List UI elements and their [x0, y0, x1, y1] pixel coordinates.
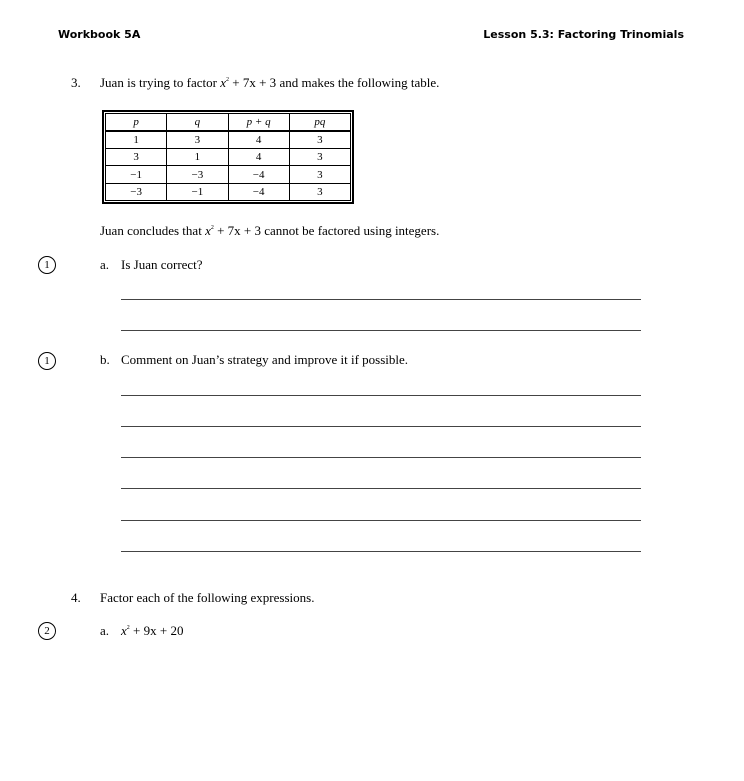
table-cell: −3	[167, 166, 228, 183]
question-3a-text: Is Juan correct?	[121, 257, 203, 272]
table-row	[106, 183, 351, 200]
table-header-sum: p + q	[228, 114, 289, 132]
expression-var: x	[121, 623, 127, 638]
table-cell: 4	[228, 149, 289, 166]
table-cell: −1	[167, 183, 228, 200]
table-cell: 3	[106, 149, 167, 166]
lesson-title: Lesson 5.3: Factoring Trinomials	[483, 28, 684, 41]
question-3a-label: a.	[100, 257, 110, 272]
expression-var: x	[205, 223, 211, 238]
answer-line-3b-2[interactable]	[121, 426, 641, 427]
conclusion-suffix: cannot be factored using integers.	[261, 223, 440, 238]
expression-rest: + 9x + 20	[129, 623, 184, 638]
answer-line-3b-4[interactable]	[121, 488, 641, 489]
answer-line-3a-1[interactable]	[121, 299, 641, 300]
marks-circle-3a: 1	[38, 256, 56, 274]
question-4-text: Factor each of the following expressions.	[100, 590, 315, 605]
table-row	[106, 166, 351, 183]
table-header-row	[106, 114, 351, 132]
expression-rest: + 7x + 3	[229, 75, 277, 90]
table-cell: −4	[228, 166, 289, 183]
table-header-q: q	[167, 114, 228, 132]
question-3-conclusion	[100, 223, 439, 239]
table-cell: 4	[228, 131, 289, 149]
question-4-number: 4.	[71, 590, 81, 605]
question-3-intro	[100, 75, 439, 91]
table-cell: 3	[289, 149, 350, 166]
table-header-product: pq	[289, 114, 350, 132]
table-row	[106, 149, 351, 166]
answer-line-3b-3[interactable]	[121, 457, 641, 458]
table-cell: 1	[167, 149, 228, 166]
question-4a-label: a.	[100, 623, 110, 638]
conclusion-prefix: Juan concludes that	[100, 223, 206, 238]
question-3-intro-suffix: and makes the following table.	[276, 75, 440, 90]
expression-var: x	[220, 75, 227, 90]
factor-table	[102, 110, 354, 204]
table-cell: 3	[289, 166, 350, 183]
marks-circle-3b: 1	[38, 352, 56, 370]
expression-rest: + 7x + 3	[213, 223, 262, 238]
answer-line-3a-2[interactable]	[121, 330, 641, 331]
table-cell: 3	[289, 183, 350, 200]
question-3b-label: b.	[100, 352, 110, 367]
expression-exponent: 2	[210, 225, 214, 231]
table-cell: −1	[106, 166, 167, 183]
table-cell: 3	[289, 131, 350, 149]
table-cell: 3	[167, 131, 228, 149]
table-header-p: p	[106, 114, 167, 132]
table-row	[106, 131, 351, 149]
question-3b-text: Comment on Juan’s strategy and improve it if possible.	[121, 352, 409, 367]
marks-circle-4a: 2	[38, 622, 56, 640]
answer-line-3b-5[interactable]	[121, 520, 641, 521]
answer-line-3b-1[interactable]	[121, 395, 641, 396]
question-3-number: 3.	[71, 75, 81, 90]
answer-line-3b-6[interactable]	[121, 551, 641, 552]
question-3-intro-prefix: Juan is trying to factor	[100, 75, 221, 90]
table-cell: 1	[106, 131, 167, 149]
expression-exponent: 2	[226, 77, 230, 83]
question-4a-expression	[121, 623, 183, 639]
table-cell: −4	[228, 183, 289, 200]
expression-exponent: 2	[126, 625, 130, 631]
workbook-title: Workbook 5A	[58, 28, 141, 41]
table-cell: −3	[106, 183, 167, 200]
